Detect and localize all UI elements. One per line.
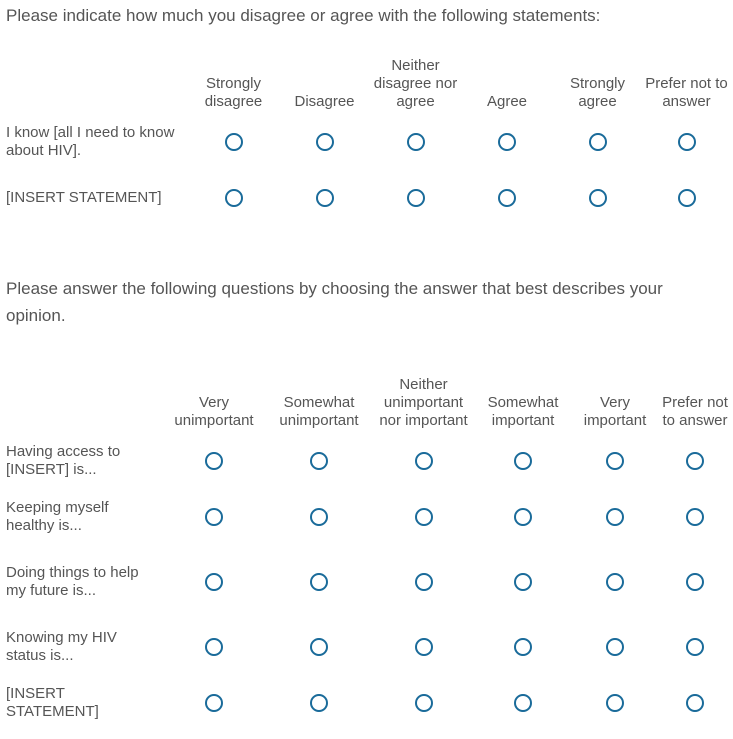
- row-header-spacer: [6, 355, 161, 433]
- radio-unselected-icon[interactable]: [407, 133, 425, 151]
- column-header: Disagree: [294, 93, 355, 110]
- radio-unselected-icon[interactable]: [310, 508, 328, 526]
- radio-unselected-icon[interactable]: [225, 189, 243, 207]
- radio-unselected-icon[interactable]: [415, 638, 433, 656]
- radio-unselected-icon[interactable]: [686, 638, 704, 656]
- row-statement: I know [all I need to know about HIV].: [6, 124, 175, 159]
- column-header: Somewhat important: [487, 394, 559, 429]
- radio-unselected-icon[interactable]: [205, 573, 223, 591]
- radio-unselected-icon[interactable]: [205, 452, 223, 470]
- row-statement: [INSERT STATEMENT]: [6, 189, 162, 206]
- radio-unselected-icon[interactable]: [316, 189, 334, 207]
- matrix-row: [6, 545, 730, 619]
- radio-unselected-icon[interactable]: [310, 452, 328, 470]
- radio-unselected-icon[interactable]: [310, 638, 328, 656]
- radio-unselected-icon[interactable]: [415, 508, 433, 526]
- radio-unselected-icon[interactable]: [514, 452, 532, 470]
- radio-unselected-icon[interactable]: [686, 452, 704, 470]
- column-header: Neither disagree nor agree: [373, 57, 458, 110]
- radio-unselected-icon[interactable]: [606, 573, 624, 591]
- column-header: Strongly agree: [569, 75, 626, 110]
- row-header-spacer: [6, 55, 187, 114]
- radio-unselected-icon[interactable]: [205, 508, 223, 526]
- radio-unselected-icon[interactable]: [514, 508, 532, 526]
- radio-unselected-icon[interactable]: [606, 508, 624, 526]
- column-header: Very important: [583, 394, 647, 429]
- radio-unselected-icon[interactable]: [415, 452, 433, 470]
- radio-unselected-icon[interactable]: [686, 573, 704, 591]
- radio-unselected-icon[interactable]: [514, 638, 532, 656]
- column-header: Agree: [486, 93, 528, 110]
- likert-matrix-agreement: [6, 55, 730, 226]
- radio-unselected-icon[interactable]: [310, 573, 328, 591]
- row-statement: Having access to [INSERT] is...: [6, 443, 121, 478]
- matrix-row: [6, 675, 730, 731]
- radio-unselected-icon[interactable]: [498, 189, 516, 207]
- row-statement: Knowing my HIV status is...: [6, 629, 117, 664]
- column-header: Strongly disagree: [204, 75, 263, 110]
- matrix-row: [6, 170, 730, 226]
- radio-unselected-icon[interactable]: [407, 189, 425, 207]
- radio-unselected-icon[interactable]: [686, 508, 704, 526]
- radio-unselected-icon[interactable]: [205, 638, 223, 656]
- matrix-row: [6, 489, 730, 545]
- radio-unselected-icon[interactable]: [415, 694, 433, 712]
- likert-matrix-importance: [6, 355, 730, 731]
- radio-unselected-icon[interactable]: [606, 638, 624, 656]
- radio-unselected-icon[interactable]: [678, 189, 696, 207]
- radio-unselected-icon[interactable]: [310, 694, 328, 712]
- radio-unselected-icon[interactable]: [678, 133, 696, 151]
- radio-unselected-icon[interactable]: [415, 573, 433, 591]
- matrix-row: [6, 114, 730, 170]
- matrix-row: [6, 619, 730, 675]
- radio-unselected-icon[interactable]: [225, 133, 243, 151]
- row-statement: Keeping myself healthy is...: [6, 499, 109, 534]
- column-header: Prefer not to answer: [662, 394, 728, 429]
- column-header: Prefer not to answer: [645, 75, 728, 110]
- radio-unselected-icon[interactable]: [205, 694, 223, 712]
- question-1-text: Please indicate how much you disagree or agree with the following statements:: [6, 6, 601, 25]
- column-header: Neither unimportant nor important: [379, 376, 468, 429]
- radio-unselected-icon[interactable]: [514, 694, 532, 712]
- radio-unselected-icon[interactable]: [606, 452, 624, 470]
- radio-unselected-icon[interactable]: [316, 133, 334, 151]
- radio-unselected-icon[interactable]: [589, 189, 607, 207]
- row-statement: [INSERT STATEMENT]: [6, 685, 99, 720]
- radio-unselected-icon[interactable]: [686, 694, 704, 712]
- column-header: Somewhat unimportant: [279, 394, 359, 429]
- question-2-text: Please answer the following questions by choosing the answer that best describes your opinion.: [6, 279, 663, 325]
- radio-unselected-icon[interactable]: [589, 133, 607, 151]
- radio-unselected-icon[interactable]: [606, 694, 624, 712]
- radio-unselected-icon[interactable]: [514, 573, 532, 591]
- matrix-row: [6, 433, 730, 489]
- column-header: Very unimportant: [174, 394, 254, 429]
- row-statement: Doing things to help my future is...: [6, 564, 139, 599]
- radio-unselected-icon[interactable]: [498, 133, 516, 151]
